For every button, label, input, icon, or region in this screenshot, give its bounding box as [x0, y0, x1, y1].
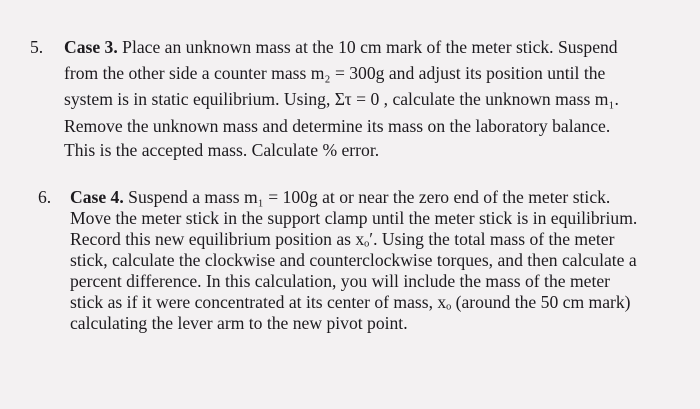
item-line: percent difference. In this calculation, you will include the mass of the meter [70, 271, 611, 291]
item-line: This is the accepted mass. Calculate % error. [64, 140, 380, 160]
item-number: 5. [30, 37, 44, 57]
item-line: from the other side a counter mass m₂ = 300g and adjust its position until the [64, 63, 606, 83]
line-text: Place an unknown mass at the 10 cm mark of the meter stick. Suspend [117, 37, 618, 57]
item-line: stick, calculate the clockwise and counterclockwise torques, and then calculate a [70, 250, 637, 270]
item-line: Move the meter stick in the support clamp until the meter stick is in equilibrium. [70, 208, 638, 228]
item-line: Remove the unknown mass and determine its mass on the laboratory balance. [64, 116, 611, 136]
case-label: Case 3. [64, 37, 118, 57]
item-number: 6. [38, 187, 52, 207]
case-label: Case 4. [70, 187, 124, 207]
item-line: calculating the lever arm to the new pivot point. [70, 313, 408, 333]
item-line: Record this new equilibrium position as xₒ′. Using the total mass of the meter [70, 229, 615, 249]
item-line [64, 36, 618, 60]
item-line [70, 186, 610, 210]
item-line: system is in static equilibrium. Using, Στ = 0 , calculate the unknown mass m₁. [64, 89, 619, 109]
item-line: stick as if it were concentrated at its center of mass, xₒ (around the 50 cm mark) [70, 292, 631, 312]
line-text: Suspend a mass m₁ = 100g at or near the zero end of the meter stick. [123, 187, 611, 207]
